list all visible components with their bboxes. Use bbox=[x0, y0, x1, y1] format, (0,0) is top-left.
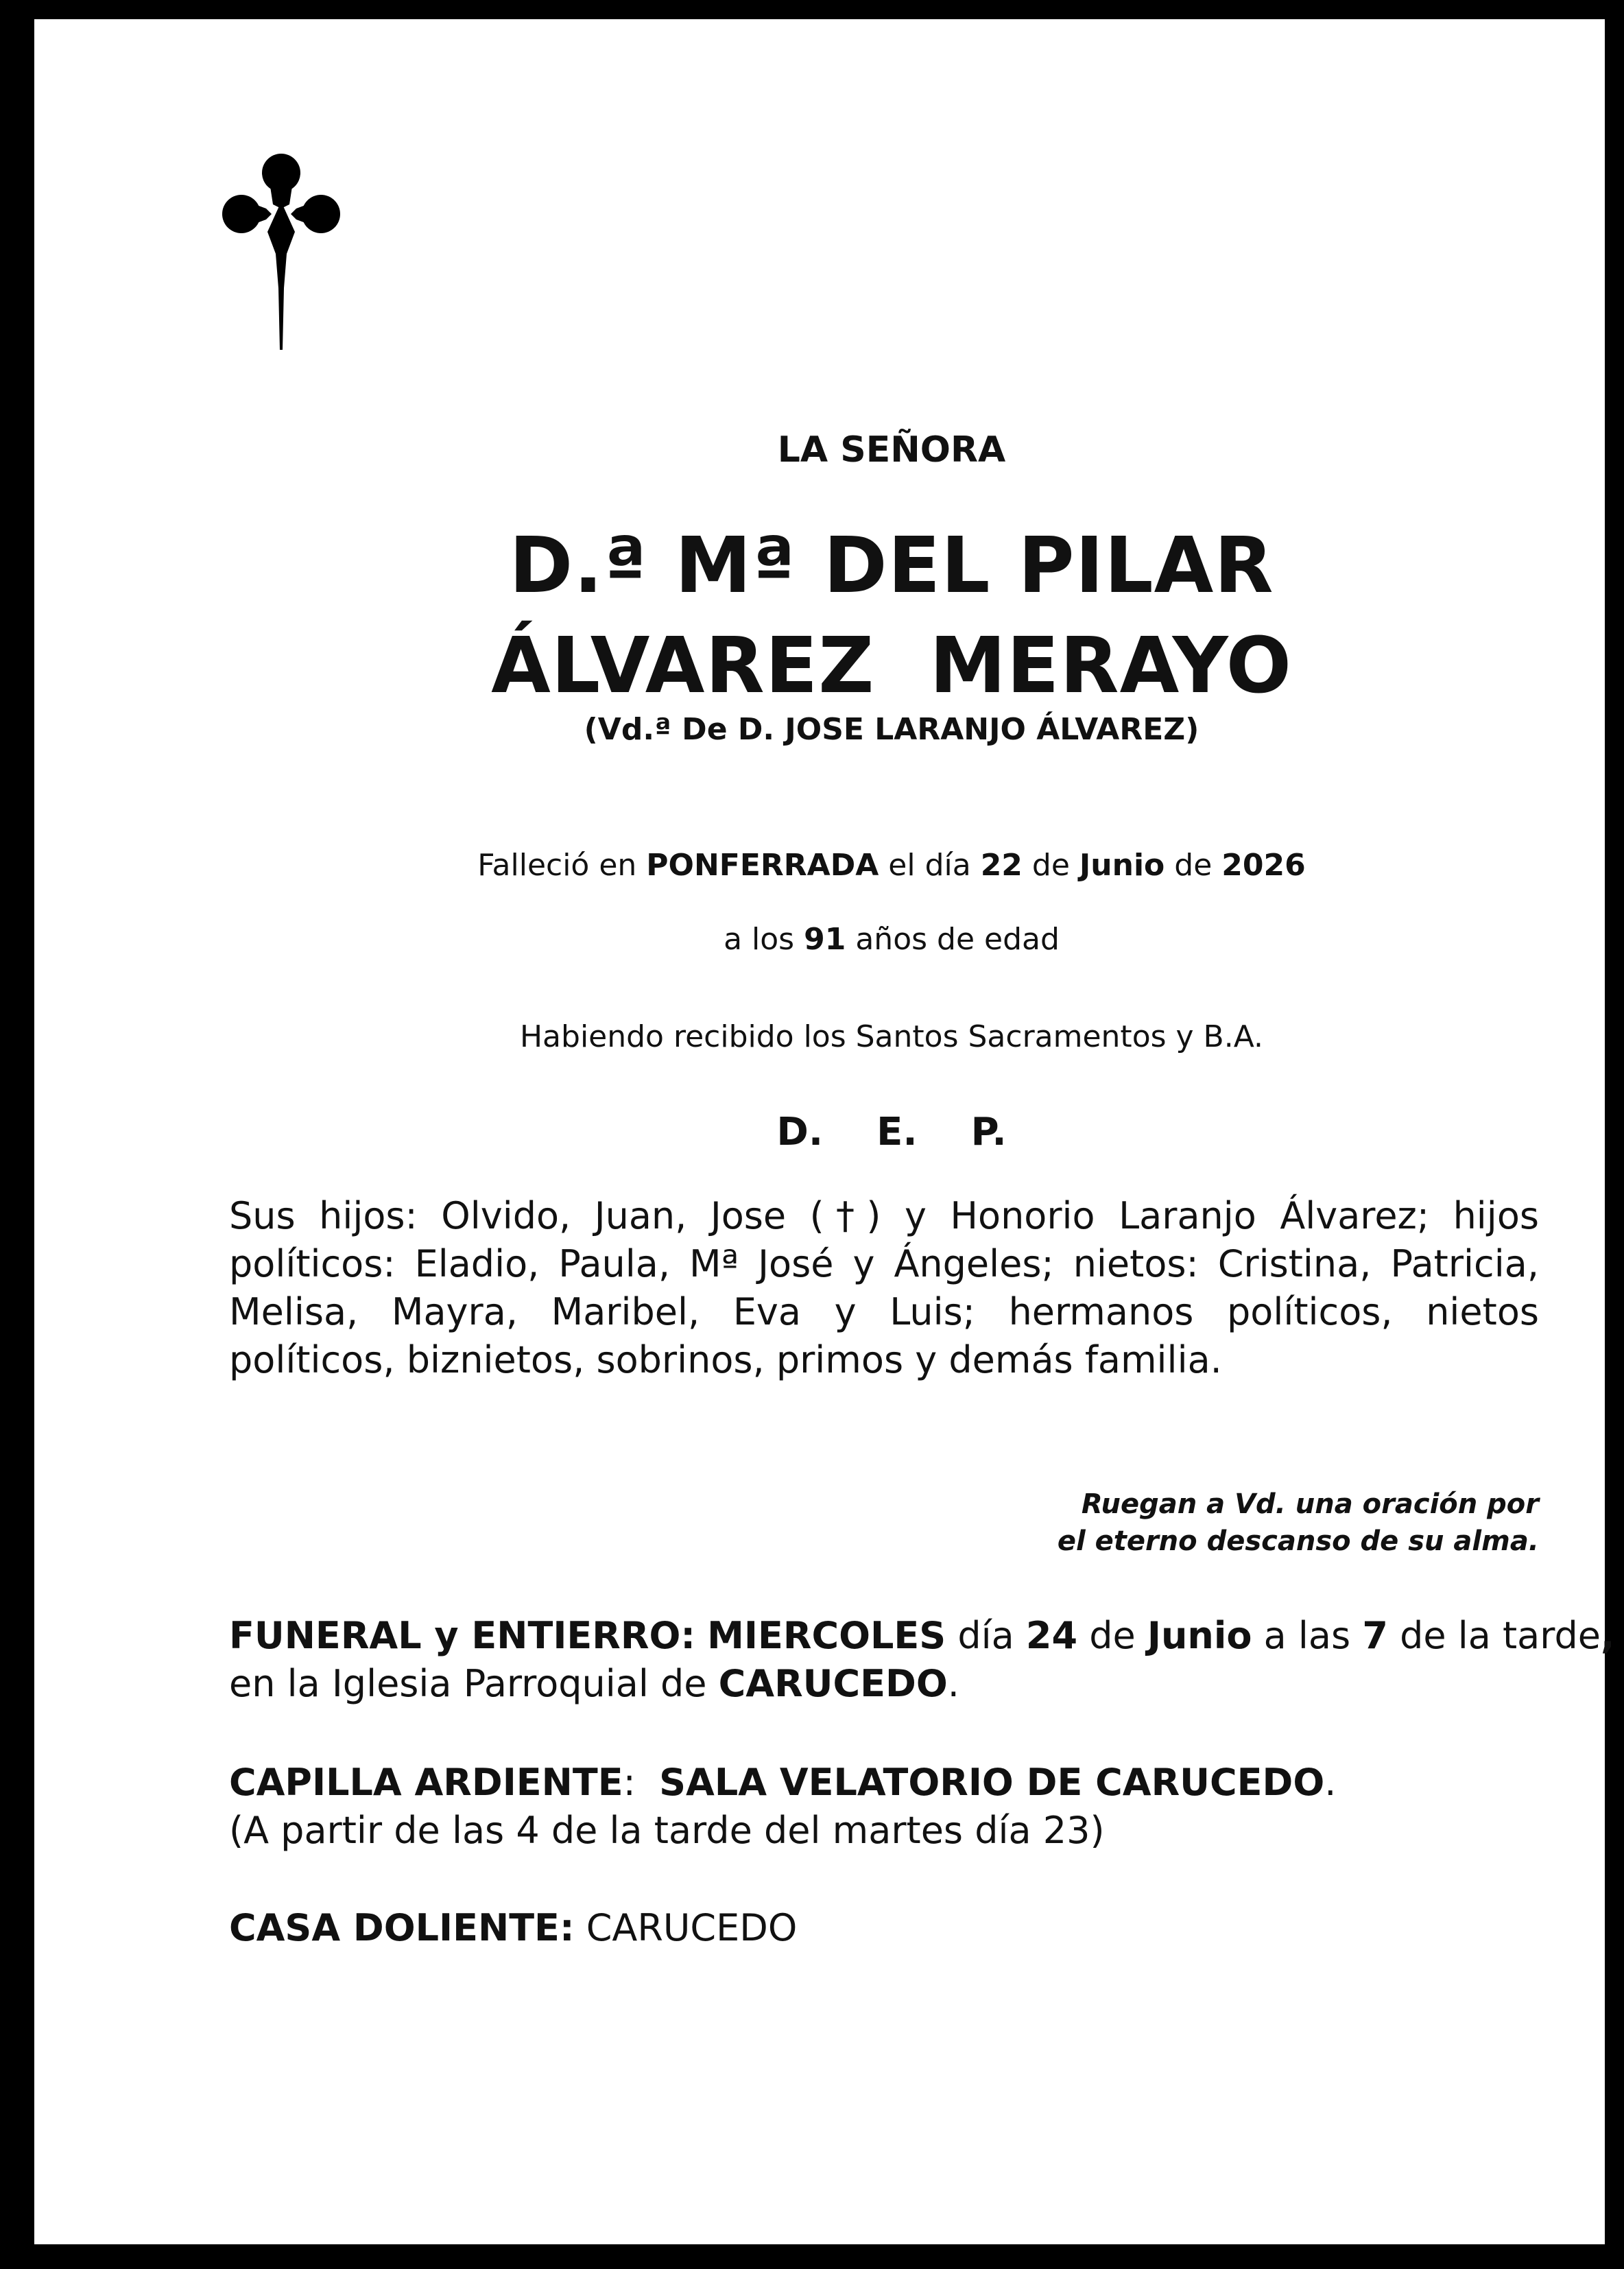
death-day-label: el día bbox=[888, 848, 971, 883]
funeral-hour: 7 bbox=[1362, 1614, 1388, 1657]
funeral-de: de bbox=[1089, 1614, 1136, 1657]
prayer-line2: el eterno descanso de su alma. bbox=[1057, 1525, 1539, 1557]
funeral-info bbox=[229, 1612, 1615, 1708]
prayer-line1: Ruegan a Vd. una oración por bbox=[1081, 1488, 1539, 1520]
capilla-label: CAPILLA ARDIENTE bbox=[229, 1761, 623, 1804]
death-prefix: Falleció en bbox=[477, 848, 637, 883]
death-day: 22 bbox=[980, 848, 1023, 883]
funeral-comma: , bbox=[1601, 1614, 1615, 1657]
funeral-line1 bbox=[229, 1612, 1615, 1660]
capilla-place: SALA VELATORIO DE CARUCEDO bbox=[659, 1761, 1325, 1804]
funeral-month: Junio bbox=[1147, 1614, 1252, 1657]
sacraments-line: Habiendo recibido los Santos Sacramentos y B.A. bbox=[519, 1019, 1264, 1054]
dep-line: D. E. P. bbox=[776, 1110, 1007, 1154]
deceased-name-line2: ÁLVAREZ MERAYO bbox=[491, 621, 1292, 711]
widow-of: (Vd.ª De D. JOSE LARANJO ÁLVAREZ) bbox=[584, 712, 1199, 747]
funeral-weekday: MIERCOLES bbox=[707, 1614, 946, 1657]
capilla-line1 bbox=[229, 1759, 1546, 1807]
age-value: 91 bbox=[804, 922, 846, 957]
casa-place: CARUCEDO bbox=[586, 1906, 798, 1949]
capilla-note: (A partir de las 4 de la tarde del martes día 23) bbox=[229, 1809, 1105, 1852]
death-de1: de bbox=[1031, 848, 1070, 883]
funeral-line2 bbox=[229, 1660, 1546, 1708]
prayer-request bbox=[857, 1486, 1539, 1560]
funeral-label: FUNERAL y ENTIERRO: bbox=[229, 1614, 695, 1657]
funeral-time-suffix: de la tarde bbox=[1400, 1614, 1601, 1657]
death-year: 2026 bbox=[1221, 848, 1306, 883]
capilla-info bbox=[229, 1759, 1546, 1855]
family-paragraph: Sus hijos: Olvido, Juan, Jose (†) y Honorio Laranjo Álvarez; hijos políticos: Eladio, Paula, Mª José y Ángeles; nietos: Cristina, Patricia, Melisa, Mayra, Maribel, Eva y Luis; hermanos políticos, nietos políticos, biznietos, sobrinos, primos y demás familia. bbox=[229, 1194, 1539, 1381]
casa-info bbox=[229, 1904, 1546, 1952]
casa-label: CASA DOLIENTE: bbox=[229, 1906, 575, 1949]
capilla-period: . bbox=[1324, 1761, 1337, 1804]
funeral-period: . bbox=[947, 1662, 959, 1705]
death-month: Junio bbox=[1079, 848, 1165, 883]
age-suffix: años de edad bbox=[855, 922, 1060, 957]
funeral-at: a las bbox=[1263, 1614, 1351, 1657]
santiago-cross-icon bbox=[221, 151, 342, 350]
funeral-day: 24 bbox=[1025, 1614, 1078, 1657]
obituary-page bbox=[34, 19, 1615, 2244]
death-place: PONFERRADA bbox=[646, 848, 879, 883]
funeral-day-label: día bbox=[957, 1614, 1014, 1657]
funeral-place: CARUCEDO bbox=[718, 1662, 948, 1705]
capilla-colon: : bbox=[623, 1761, 636, 1804]
casa-line bbox=[229, 1904, 1546, 1952]
death-line bbox=[165, 848, 1619, 883]
deceased-name-line1: D.ª Mª DEL PILAR bbox=[509, 521, 1274, 610]
title-la-senora: LA SEÑORA bbox=[777, 429, 1006, 471]
age-prefix: a los bbox=[724, 922, 795, 957]
age-line bbox=[165, 922, 1619, 957]
death-de2: de bbox=[1174, 848, 1213, 883]
funeral-place-prefix: en la Iglesia Parroquial de bbox=[229, 1662, 707, 1705]
